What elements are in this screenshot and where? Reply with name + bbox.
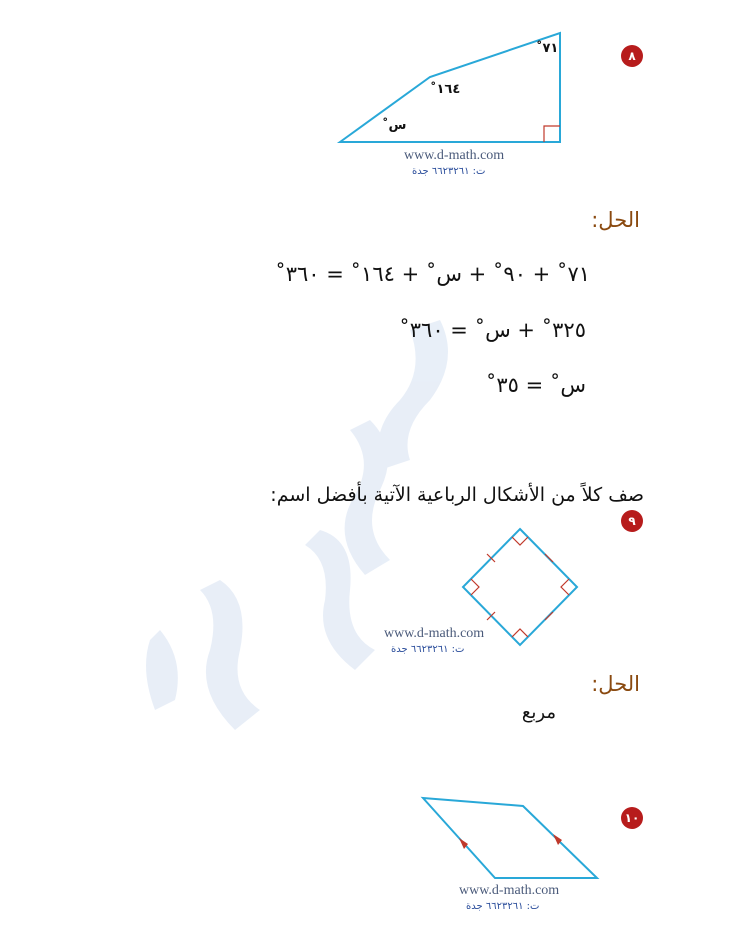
solution-heading-9: الحل: bbox=[591, 672, 640, 696]
equation-line-1: ٧١˚ + ٩٠˚ + س˚ + ١٦٤˚ = ٣٦٠˚ bbox=[275, 262, 590, 286]
phone-watermark-10: ت: ٦٦٢٣٢٦١ جدة bbox=[466, 901, 540, 912]
equation-line-3: س˚ = ٣٥˚ bbox=[485, 373, 586, 397]
phone-watermark-9: ت: ٦٦٢٣٢٦١ جدة bbox=[391, 644, 465, 655]
problem-number-badge-10: ١٠ bbox=[621, 807, 643, 829]
angle-label-164: ١٦٤˚ bbox=[430, 82, 461, 97]
site-watermark-8: www.d-math.com bbox=[404, 148, 505, 163]
problem-number-badge-9: ٩ bbox=[621, 510, 643, 532]
watermark bbox=[140, 300, 500, 760]
right-angle-mark bbox=[544, 126, 560, 142]
answer-text-9: مربع bbox=[521, 702, 556, 723]
parallelogram-figure-10 bbox=[415, 792, 605, 882]
question-prompt: صف كلاً من الأشكال الرباعية الآتية بأفضل اسم: bbox=[270, 484, 644, 506]
angle-label-x: س˚ bbox=[382, 118, 407, 133]
solution-heading-8: الحل: bbox=[591, 208, 640, 232]
equation-line-2: ٣٢٥˚ + س˚ = ٣٦٠˚ bbox=[399, 318, 586, 342]
angle-label-71: ٧١˚ bbox=[536, 41, 559, 56]
phone-watermark-8: ت: ٦٦٢٣٢٦١ جدة bbox=[412, 166, 486, 177]
problem-number-badge-8: ٨ bbox=[621, 45, 643, 67]
site-watermark-10: www.d-math.com bbox=[459, 883, 560, 898]
site-watermark-9: www.d-math.com bbox=[384, 626, 485, 641]
